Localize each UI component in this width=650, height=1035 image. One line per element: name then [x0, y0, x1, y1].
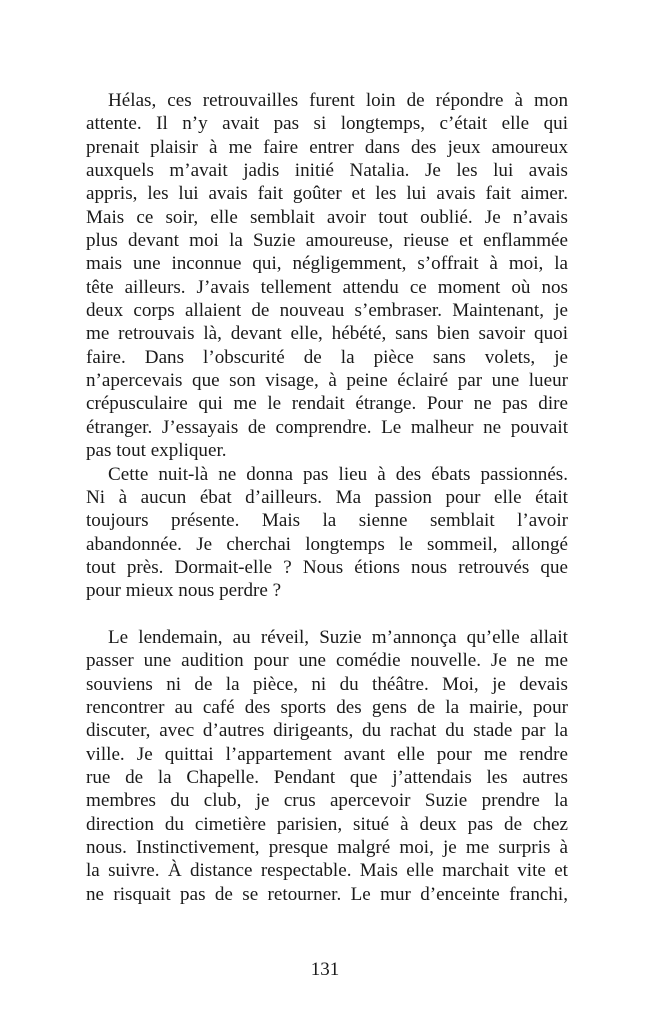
text-line: deux corps allaient de nouveau s’embraser. Maintenant, je	[86, 300, 568, 322]
text-line: passer une audition pour une comédie nouvelle. Je ne me	[86, 650, 568, 672]
text-line: attente. Il n’y avait pas si longtemps, c’était elle qui	[86, 113, 568, 135]
text-line: mais une inconnue qui, négligemment, s’offrait à moi, la	[86, 253, 568, 275]
page-number: 131	[310, 959, 340, 980]
section-break	[86, 603, 568, 626]
text-line: rue de la Chapelle. Pendant que j’attendais les autres	[86, 766, 568, 788]
text-line: rencontrer au café des sports des gens de la mairie, pour	[86, 696, 568, 718]
text-line: tout près. Dormait-elle ? Nous étions nous retrouvés que	[86, 556, 568, 578]
paragraph-2	[86, 463, 568, 603]
text-line: membres du club, je crus apercevoir Suzie prendre la	[86, 790, 568, 812]
text-line: auxquels m’avait jadis initié Natalia. Je les lui avais	[86, 160, 568, 182]
text-line: Ni à aucun ébat d’ailleurs. Ma passion pour elle était	[86, 486, 568, 508]
text-line: Hélas, ces retrouvailles furent loin de répondre à mon	[108, 90, 568, 111]
text-line: direction du cimetière parisien, situé à deux pas de chez	[86, 813, 568, 835]
text-line: discuter, avec d’autres dirigeants, du rachat du stade par la	[86, 720, 568, 742]
text-line: étranger. J’essayais de comprendre. Le malheur ne pouvait	[86, 416, 568, 438]
text-line: pas tout expliquer.	[86, 440, 227, 462]
text-line: ville. Je quittai l’appartement avant elle pour me rendre	[86, 743, 568, 765]
text-line: nous. Instinctivement, presque malgré moi, je me surpris à	[86, 837, 568, 858]
text-line: crépusculaire qui me le rendait étrange. Pour ne pas dire	[86, 393, 568, 415]
text-line: me retrouvais là, devant elle, hébété, sans bien savoir quoi	[86, 323, 568, 345]
text-line: prenait plaisir à me faire entrer dans des jeux amoureux	[86, 136, 568, 158]
body-text	[86, 89, 568, 906]
text-line: toujours présente. Mais la sienne semblait l’avoir	[86, 510, 568, 532]
text-line: plus devant moi la Suzie amoureuse, rieuse et enflammée	[86, 230, 568, 252]
text-line: tête ailleurs. J’avais tellement attendu ce moment où nos	[86, 276, 568, 298]
text-line: souviens ni de la pièce, ni du théâtre. Moi, je devais	[86, 673, 568, 695]
text-line: pour mieux nous perdre ?	[86, 580, 282, 602]
text-line: Cette nuit-là ne donna pas lieu à des ébats passionnés.	[108, 463, 568, 485]
text-line: Le lendemain, au réveil, Suzie m’annonça qu’elle allait	[108, 626, 568, 648]
text-line: abandonnée. Je cherchai longtemps le sommeil, allongé	[86, 533, 568, 555]
paragraph-3	[86, 626, 568, 906]
text-line: appris, les lui avais fait goûter et les lui avais fait aimer.	[86, 183, 568, 205]
text-line: faire. Dans l’obscurité de la pièce sans volets, je	[86, 346, 568, 368]
paragraph-1	[86, 89, 568, 463]
text-line: la suivre. À distance respectable. Mais elle marchait vite et	[86, 860, 568, 882]
text-line: Mais ce soir, elle semblait avoir tout oublié. Je n’avais	[86, 206, 568, 228]
text-line: n’apercevais que son visage, à peine éclairé par une lueur	[86, 370, 568, 392]
text-line: ne risquait pas de se retourner. Le mur d’enceinte franchi,	[86, 883, 568, 905]
